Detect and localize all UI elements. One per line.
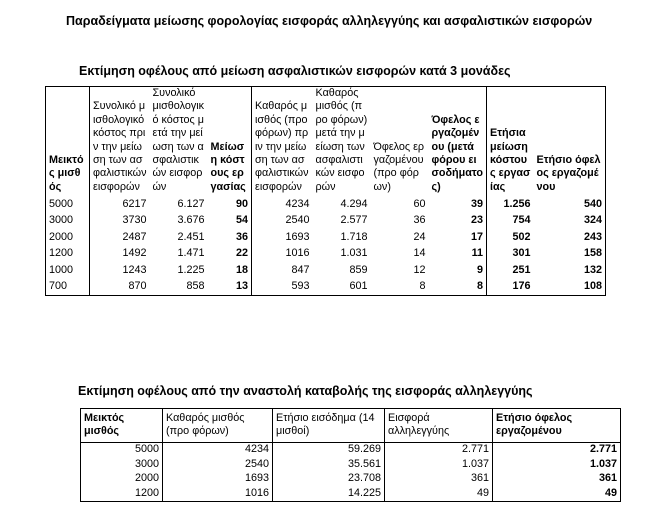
cell: 1.256 [487, 196, 534, 213]
col-header-net-salary: Καθαρός μισθός (προ φόρων) [163, 409, 273, 443]
contribution-reduction-table [45, 86, 606, 296]
solidarity-contribution-table [80, 408, 621, 502]
cell: 8 [476, 280, 483, 293]
cell: 1016 [252, 246, 313, 263]
table-row [46, 246, 606, 263]
cell: 6217 [90, 196, 150, 213]
cell: 3.676 [177, 214, 205, 227]
cell-gross: 5000 [49, 197, 74, 210]
cell: 1693 [163, 472, 273, 487]
cell: 12 [413, 263, 426, 276]
cell-gross: 2000 [49, 230, 74, 243]
table-row [81, 472, 621, 487]
cell: 23 [470, 214, 483, 227]
cell: 601 [349, 280, 368, 293]
cell: 2540 [163, 457, 273, 472]
cell: 158 [583, 247, 602, 260]
table-row [46, 262, 606, 279]
cell: 60 [413, 197, 426, 210]
table-row [81, 486, 621, 501]
cell: 39 [470, 197, 483, 210]
cell: 870 [90, 279, 150, 296]
cell: 324 [583, 214, 602, 227]
cell: 2.771 [493, 442, 621, 457]
col-header-net-after: Καθαρός μισθός (προ φόρων) μετά την μείωση των ασφαλιστικών εισφορών [315, 87, 368, 193]
table-row [81, 457, 621, 472]
cell: 18 [235, 263, 248, 276]
table-header-row [46, 87, 606, 197]
col-header-cost-before: Συνολικό μισθολογικό κόστος πριν την μείωση των ασφαλιστικών εισφορών [90, 87, 150, 197]
table1-caption: Εκτίμηση οφέλους από μείωση ασφαλιστικών εισφορών κατά 3 μονάδες [79, 64, 511, 78]
cell: 4234 [252, 196, 313, 213]
cell: 24 [413, 230, 426, 243]
cell: 23.708 [273, 472, 385, 487]
cell: 132 [583, 263, 602, 276]
cell: 301 [487, 246, 534, 263]
cell: 17 [470, 230, 483, 243]
cell: 1.718 [340, 230, 368, 243]
cell: 1.031 [340, 247, 368, 260]
cell: 847 [252, 262, 313, 279]
cell: 1.225 [177, 263, 205, 276]
col-header-annual-benefit: Ετήσιο όφελος εργαζομένου [493, 409, 621, 443]
cell: 49 [385, 486, 493, 501]
cell-gross: 5000 [81, 442, 163, 457]
cell: 361 [385, 472, 493, 487]
table2-caption: Εκτίμηση οφέλους από την αναστολή καταβολής της εισφοράς αλληλεγγύης [78, 384, 533, 398]
cell-gross: 3000 [49, 214, 74, 227]
cell: 2.771 [385, 442, 493, 457]
table-row [46, 196, 606, 213]
cell-gross: 1200 [81, 486, 163, 501]
cell: 4234 [163, 442, 273, 457]
cell: 858 [186, 280, 205, 293]
cell: 59.269 [273, 442, 385, 457]
cell: 1.471 [177, 247, 205, 260]
col-header-gross-salary: Μεικτός μισθός [49, 154, 84, 193]
cell: 90 [235, 197, 248, 210]
cell: 22 [235, 247, 248, 260]
table-header-row [81, 409, 621, 443]
col-header-benefit-pretax: Όφελος εργαζομένου (προ φόρων) [373, 140, 425, 193]
col-header-annual-benefit: Ετήσιο όφελος εργαζομένου [536, 154, 601, 193]
cell: 54 [235, 214, 248, 227]
cell: 1693 [252, 229, 313, 246]
cell: 593 [252, 279, 313, 296]
cell: 1243 [90, 262, 150, 279]
cell: 1.037 [385, 457, 493, 472]
page-title: Παραδείγματα μείωσης φορολογίας εισφοράς αλληλεγγύης και ασφαλιστικών εισφορών [66, 14, 593, 28]
cell-gross: 3000 [81, 457, 163, 472]
table-row [46, 229, 606, 246]
cell: 2487 [90, 229, 150, 246]
cell: 14.225 [273, 486, 385, 501]
col-header-cost-reduction: Μείωση κόστους εργασίας [210, 140, 246, 193]
cell: 108 [583, 280, 602, 293]
cell: 11 [471, 247, 483, 260]
cell: 36 [413, 214, 426, 227]
cell: 36 [235, 230, 248, 243]
cell: 14 [413, 247, 426, 260]
cell-gross: 1200 [49, 247, 74, 260]
cell: 1.037 [493, 457, 621, 472]
col-header-net-before: Καθαρός μισθός (προ φόρων) πριν την μείωση των ασφαλιστικών εισφορών [252, 87, 313, 197]
col-header-annual-cost-reduction: Ετήσια μείωση κόστους εργασίας [487, 87, 534, 197]
cell: 754 [487, 213, 534, 230]
cell-gross: 1000 [49, 263, 74, 276]
cell: 176 [487, 279, 534, 296]
cell: 251 [487, 262, 534, 279]
table-row [46, 213, 606, 230]
cell: 49 [493, 486, 621, 501]
col-header-solidarity-contribution: Εισφορά αλληλεγγύης [385, 409, 493, 443]
cell: 1492 [90, 246, 150, 263]
cell: 9 [476, 263, 483, 276]
cell: 2.577 [340, 214, 368, 227]
col-header-cost-after: Συνολικό μισθολογικό κόστος μετά την μείωση των ασφαλιστικών εισφορών [152, 87, 205, 193]
cell: 2.451 [177, 230, 205, 243]
cell: 13 [235, 280, 248, 293]
table-row [46, 279, 606, 296]
cell: 540 [583, 197, 602, 210]
cell: 8 [419, 280, 426, 293]
cell: 361 [493, 472, 621, 487]
cell: 3730 [90, 213, 150, 230]
cell: 243 [583, 230, 602, 243]
cell-gross: 700 [49, 280, 68, 293]
col-header-gross-salary: Μεικτός μισθός [81, 409, 163, 443]
cell: 2540 [252, 213, 313, 230]
col-header-annual-income: Ετήσιο εισόδημα (14 μισθοί) [273, 409, 385, 443]
col-header-benefit-aftertax: Όφελος εργαζομένου (μετά φόρου εισοδήματος) [431, 113, 483, 193]
cell: 859 [349, 263, 368, 276]
cell: 502 [487, 229, 534, 246]
table-row [81, 442, 621, 457]
cell: 35.561 [273, 457, 385, 472]
cell: 6.127 [177, 197, 205, 210]
cell: 1016 [163, 486, 273, 501]
cell-gross: 2000 [81, 472, 163, 487]
cell: 4.294 [340, 197, 368, 210]
